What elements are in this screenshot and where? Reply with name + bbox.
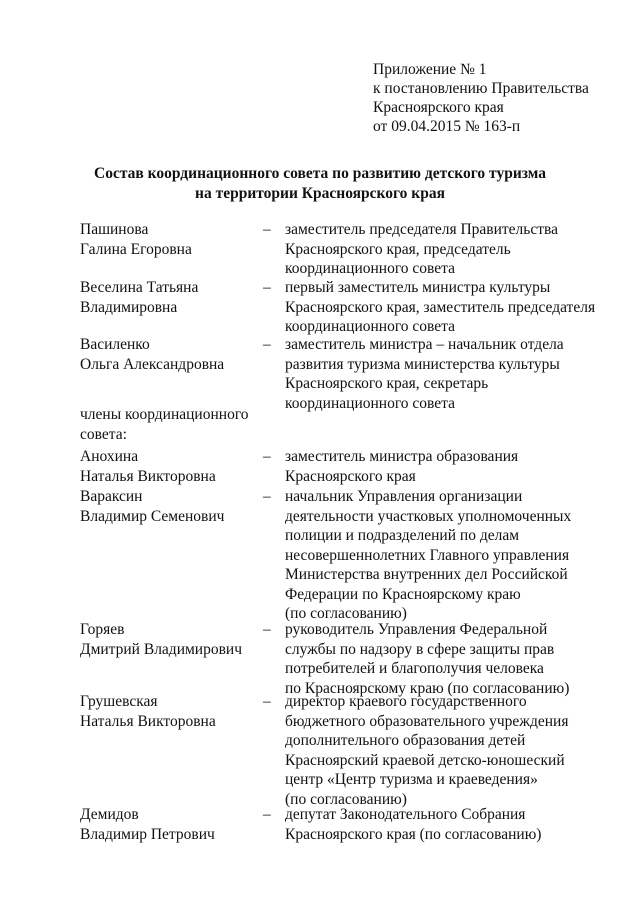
name-line: Грушевская	[80, 693, 158, 710]
name-line: Владимировна	[80, 298, 178, 316]
name-line: Горяев	[80, 621, 125, 638]
member-name	[80, 805, 260, 844]
dash-separator: –	[263, 336, 271, 353]
name-line: Вараксин	[80, 488, 143, 505]
member-role	[285, 805, 605, 844]
name-line: Владимир Семенович	[80, 507, 225, 525]
role-line: деятельности участковых уполномоченных	[285, 507, 572, 525]
dash-separator: –	[263, 621, 271, 638]
label-line: члены координационного	[80, 406, 249, 423]
title-line: на территории Красноярского края	[195, 185, 445, 202]
appendix-line: от 09.04.2015 № 163-п	[373, 118, 521, 135]
dash-separator: –	[263, 806, 271, 823]
role-line: заместитель председателя Правительства	[285, 221, 559, 238]
role-line: дополнительного образования детей	[285, 732, 526, 749]
name-line: Василенко	[80, 336, 150, 353]
role-line: Министерства внутренних дел Российской	[285, 566, 568, 583]
role-line: Красноярского края, секретарь	[285, 375, 489, 392]
name-line: Анохина	[80, 448, 139, 465]
role-line: потребителей и благополучия человека	[285, 660, 544, 677]
dash-separator: –	[263, 221, 271, 238]
role-line: Федерации по Красноярскому краю	[285, 585, 521, 603]
appendix-header	[373, 60, 589, 136]
role-line: Красноярского края, председатель	[285, 240, 511, 258]
name-line: Владимир Петрович	[80, 825, 215, 843]
name-line: Дмитрий Владимирович	[80, 640, 243, 658]
dash-separator: –	[263, 693, 271, 710]
appendix-line: Приложение № 1	[373, 61, 487, 78]
member-role	[285, 487, 605, 624]
document-title	[0, 164, 640, 204]
role-line: службы по надзору в сфере защиты прав	[285, 640, 555, 658]
members-section-label	[80, 405, 249, 444]
appendix-line: Красноярского края	[373, 99, 504, 116]
dash-separator: –	[263, 448, 271, 465]
member-role	[285, 692, 605, 809]
role-line: Красноярского края	[285, 467, 416, 485]
role-line: Красноярский краевой детско-юношеский	[285, 751, 565, 769]
role-line: первый заместитель министра культуры	[285, 279, 551, 296]
name-line: Пашинова	[80, 221, 149, 238]
dash-separator: –	[263, 279, 271, 296]
role-line: несовершеннолетних Главного управления	[285, 546, 570, 564]
role-line: заместитель министра – начальник отдела	[285, 336, 564, 353]
role-line: координационного совета	[285, 394, 456, 412]
member-name	[80, 220, 260, 259]
role-line: центр «Центр туризма и краеведения»	[285, 771, 538, 788]
role-line: директор краевого государственного	[285, 693, 527, 710]
name-line: Наталья Викторовна	[80, 467, 216, 485]
name-line: Наталья Викторовна	[80, 712, 216, 730]
role-line: координационного совета	[285, 260, 456, 277]
title-line: Состав координационного совета по развитию детского туризма	[94, 165, 546, 182]
member-role	[285, 620, 605, 698]
role-line: Красноярского края, заместитель председателя	[285, 298, 596, 316]
role-line: начальник Управления организации	[285, 488, 523, 505]
name-line: Демидов	[80, 806, 139, 823]
role-line: координационного совета	[285, 318, 456, 335]
name-line: Галина Егоровна	[80, 240, 192, 258]
role-line: руководитель Управления Федеральной	[285, 621, 548, 638]
member-name	[80, 278, 260, 317]
label-line: совета:	[80, 425, 127, 443]
member-name	[80, 447, 260, 486]
appendix-line: к постановлению Правительства	[373, 80, 589, 97]
member-name	[80, 692, 260, 731]
member-name	[80, 487, 260, 526]
role-line: полиции и подразделений по делам	[285, 527, 520, 544]
role-line: бюджетного образовательного учреждения	[285, 712, 569, 730]
role-line: развития туризма министерства культуры	[285, 355, 560, 373]
member-role	[285, 447, 605, 486]
role-line: заместитель министра образования	[285, 448, 519, 465]
role-line: по Красноярскому краю (по согласованию)	[285, 679, 570, 697]
member-name	[80, 335, 260, 374]
role-line: (по согласованию)	[285, 790, 407, 808]
role-line: (по согласованию)	[285, 605, 407, 622]
member-role	[285, 335, 605, 413]
member-name	[80, 620, 260, 659]
dash-separator: –	[263, 488, 271, 505]
member-role	[285, 278, 605, 337]
name-line: Ольга Александровна	[80, 355, 225, 373]
role-line: депутат Законодательного Собрания	[285, 806, 526, 823]
role-line: Красноярского края (по согласованию)	[285, 825, 542, 843]
name-line: Веселина Татьяна	[80, 279, 199, 296]
member-role	[285, 220, 605, 279]
